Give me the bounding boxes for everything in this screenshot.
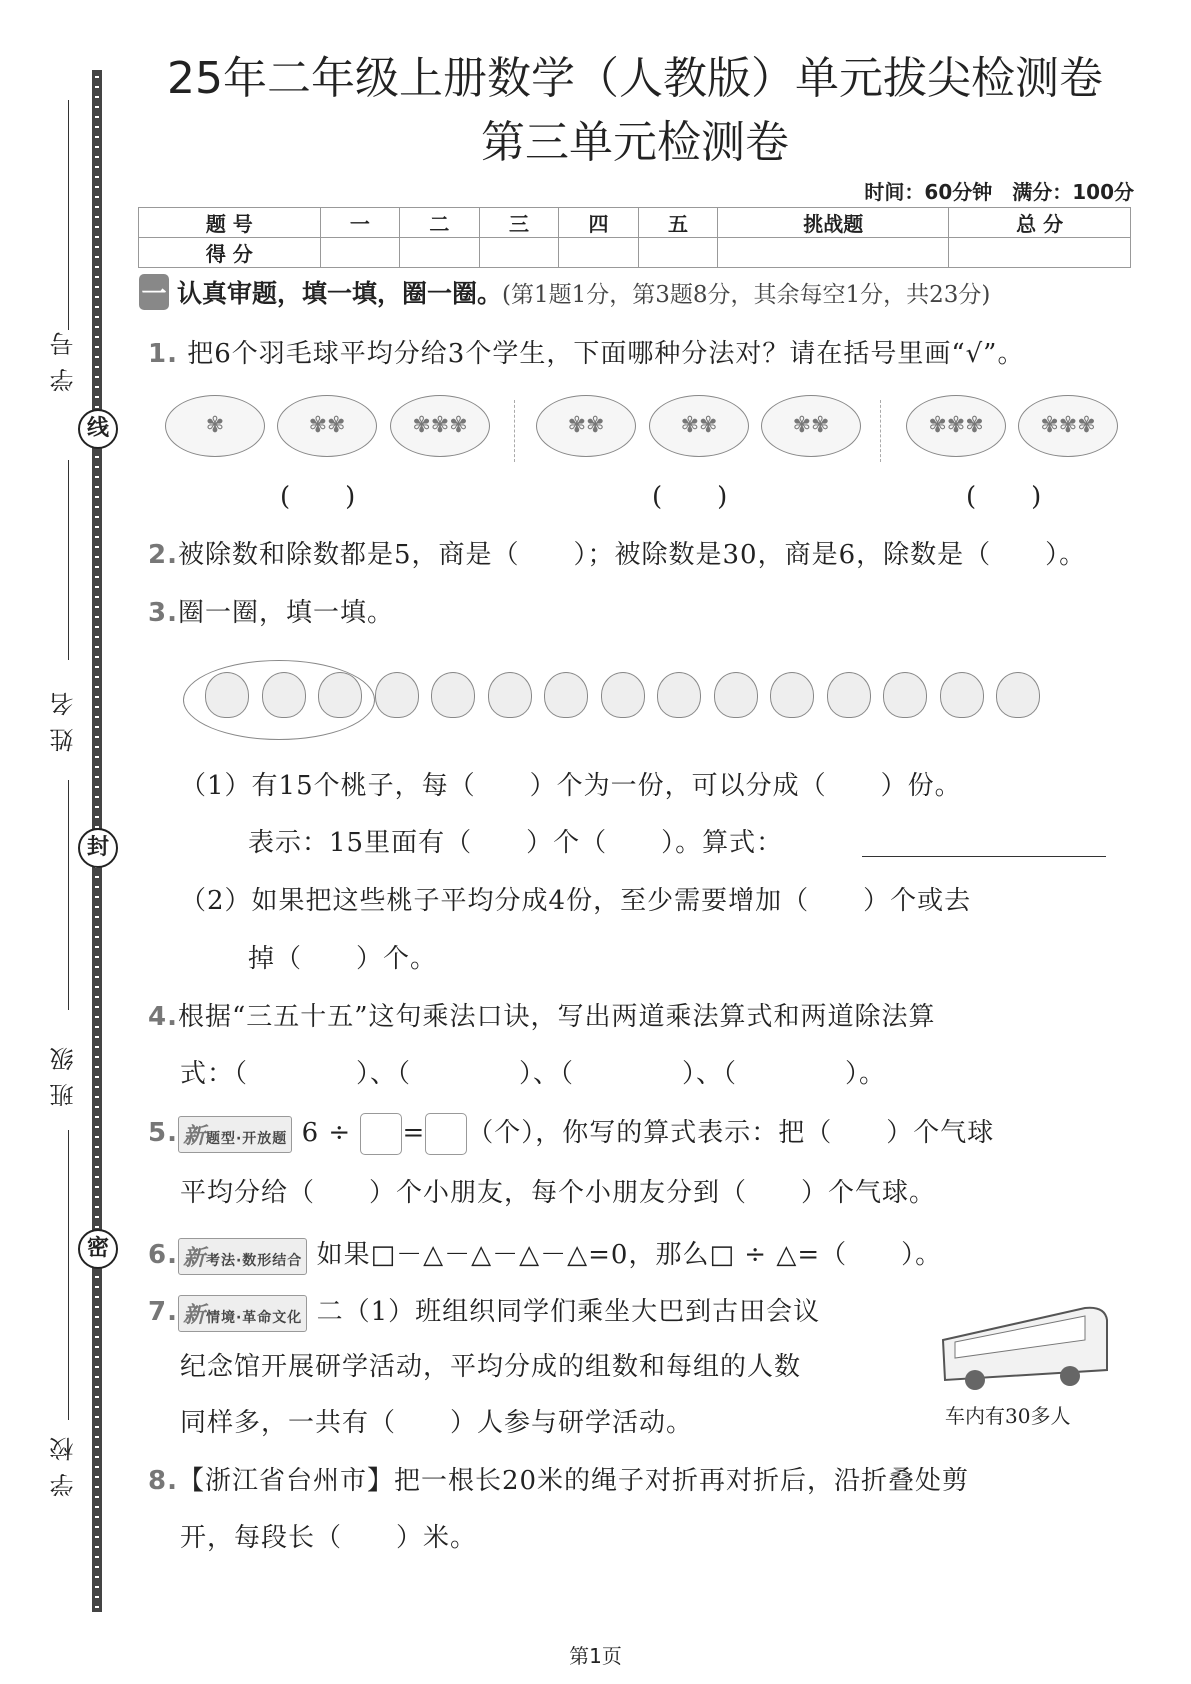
section-note: (第1题1分，第3题8分，其余每空1分，共23分) <box>501 282 991 308</box>
shuttlecock-oval: ✾✾ <box>649 395 749 457</box>
peach-icon <box>827 672 871 718</box>
quotient-box[interactable] <box>425 1113 467 1155</box>
peach-icon <box>996 672 1040 718</box>
q8-number: 8. <box>148 1466 178 1496</box>
shuttlecock-oval: ✾ <box>165 395 265 457</box>
score-table <box>138 207 1131 268</box>
q7-text-line2: 纪念馆开展研学活动，平均分成的组数和每组的人数 <box>180 1352 802 1382</box>
q5-expr-pre: 6 ÷ <box>301 1118 352 1148</box>
q6-number: 6. <box>148 1240 178 1270</box>
table-header: 五 <box>638 208 718 238</box>
table-row-label: 得 分 <box>139 238 321 268</box>
q1-number: 1. <box>148 339 178 369</box>
q3-number: 3. <box>148 598 178 628</box>
q3-text: 圈一圈，填一填。 <box>177 598 394 628</box>
peach-icon <box>488 672 532 718</box>
q7-text-line1: 二（1）班组织同学们乘坐大巴到古田会议 <box>316 1297 821 1327</box>
seal-mi: 密 <box>78 1229 118 1269</box>
q4-number: 4. <box>148 1002 178 1032</box>
q3-part1-line1: （1）有15个桃子，每（ ）个为一份，可以分成（ ）份。 <box>180 771 962 801</box>
binding-line <box>68 460 69 660</box>
q7-tag: 新情境·革命文化 <box>178 1295 307 1332</box>
page-subtitle: 第三单元检测卷 <box>481 117 789 168</box>
peach-icon <box>657 672 701 718</box>
peach-icon <box>883 672 927 718</box>
seal-feng: 封 <box>78 828 118 868</box>
label-name: 姓名 <box>50 680 78 752</box>
peach-icon <box>375 672 419 718</box>
peach-icon <box>770 672 814 718</box>
peach-icon <box>544 672 588 718</box>
formula-blank-line[interactable] <box>862 856 1106 857</box>
table-header: 挑战题 <box>718 208 949 238</box>
q5-text-line1: （个），你写的算式表示：把（ ）个气球 <box>467 1118 995 1148</box>
q5-text-line2: 平均分给（ ）个小朋友，每个小朋友分到（ ）个气球。 <box>180 1178 937 1208</box>
q2-text: 被除数和除数都是5，商是（ ）；被除数是30，商是6，除数是（ ）。 <box>177 540 1087 570</box>
q1-text: 把6个羽毛球平均分给3个学生，下面哪种分法对？请在括号里画“√”。 <box>187 339 1025 369</box>
q6-tag: 新考法·数形结合 <box>178 1238 307 1275</box>
q6-text: 如果□－△－△－△－△=0，那么□ ÷ △=（ ）。 <box>316 1240 943 1270</box>
divider <box>514 400 515 462</box>
bus-caption: 车内有30多人 <box>945 1404 1071 1428</box>
table-header: 二 <box>400 208 480 238</box>
shuttlecock-oval: ✾✾✾ <box>390 395 490 457</box>
exam-meta: 时间：60分钟 满分：100分 <box>864 180 1134 204</box>
label-student-id: 学号 <box>50 320 78 392</box>
q7-text-line3: 同样多，一共有（ ）人参与研学活动。 <box>180 1408 694 1438</box>
score-cell[interactable] <box>479 238 559 268</box>
peach-row <box>205 672 1053 722</box>
peach-icon <box>601 672 645 718</box>
shuttlecock-oval: ✾✾✾ <box>906 395 1006 457</box>
table-header: 一 <box>320 208 400 238</box>
section-title: 认真审题，填一填，圈一圈。 <box>176 279 502 308</box>
q7-number: 7. <box>148 1297 178 1327</box>
table-header: 总 分 <box>949 208 1131 238</box>
shuttlecock-oval: ✾✾ <box>761 395 861 457</box>
page-number: 第1页 <box>569 1644 622 1668</box>
peach-icon <box>205 672 249 718</box>
q5-tag: 新题型·开放题 <box>178 1116 292 1153</box>
score-cell[interactable] <box>400 238 480 268</box>
q5-number: 5. <box>148 1118 178 1148</box>
shuttlecock-oval: ✾✾ <box>536 395 636 457</box>
peach-icon <box>431 672 475 718</box>
score-cell[interactable] <box>718 238 949 268</box>
answer-paren-a[interactable]: ( ) <box>280 482 357 512</box>
divisor-box[interactable] <box>360 1113 402 1155</box>
peach-icon <box>940 672 984 718</box>
table-header: 题 号 <box>139 208 321 238</box>
seal-xian: 线 <box>78 409 118 449</box>
section-header <box>139 274 990 310</box>
binding-line <box>68 1130 69 1420</box>
page-title: 25年二年级上册数学（人教版）单元拔尖检测卷 <box>167 53 1103 104</box>
table-header: 四 <box>559 208 639 238</box>
bus-illustration <box>935 1300 1115 1396</box>
peach-icon <box>714 672 758 718</box>
score-cell[interactable] <box>949 238 1131 268</box>
label-class: 班级 <box>50 1035 78 1107</box>
peach-icon <box>318 672 362 718</box>
q8-text-line1: 【浙江省台州市】把一根长20米的绳子对折再对折后，沿折叠处剪 <box>177 1466 970 1496</box>
score-cell[interactable] <box>638 238 718 268</box>
q3-part2-line2: 掉（ ）个。 <box>248 944 438 974</box>
peach-icon <box>262 672 306 718</box>
binding-line <box>68 780 69 1010</box>
answer-paren-c[interactable]: ( ) <box>966 482 1043 512</box>
answer-paren-b[interactable]: ( ) <box>652 482 729 512</box>
q2-number: 2. <box>148 540 178 570</box>
table-header: 三 <box>479 208 559 238</box>
q8-text-line2: 开，每段长（ ）米。 <box>180 1523 478 1553</box>
shuttlecock-oval: ✾✾✾ <box>1018 395 1118 457</box>
divider <box>880 400 881 462</box>
q4-text-line2: 式：（ ）、（ ）、（ ）、（ ）。 <box>180 1059 887 1089</box>
equals-sign: = <box>402 1118 426 1148</box>
shuttlecock-oval: ✾✾ <box>277 395 377 457</box>
score-cell[interactable] <box>559 238 639 268</box>
section-badge: 一 <box>139 274 169 310</box>
q3-part1-line2: 表示：15里面有（ ）个（ ）。算式： <box>248 828 784 858</box>
q4-text-line1: 根据“三五十五”这句乘法口诀，写出两道乘法算式和两道除法算 <box>177 1002 936 1032</box>
q3-part2-line1: （2）如果把这些桃子平均分成4份，至少需要增加（ ）个或去 <box>180 886 972 916</box>
score-cell[interactable] <box>320 238 400 268</box>
label-school: 学校 <box>50 1425 78 1497</box>
